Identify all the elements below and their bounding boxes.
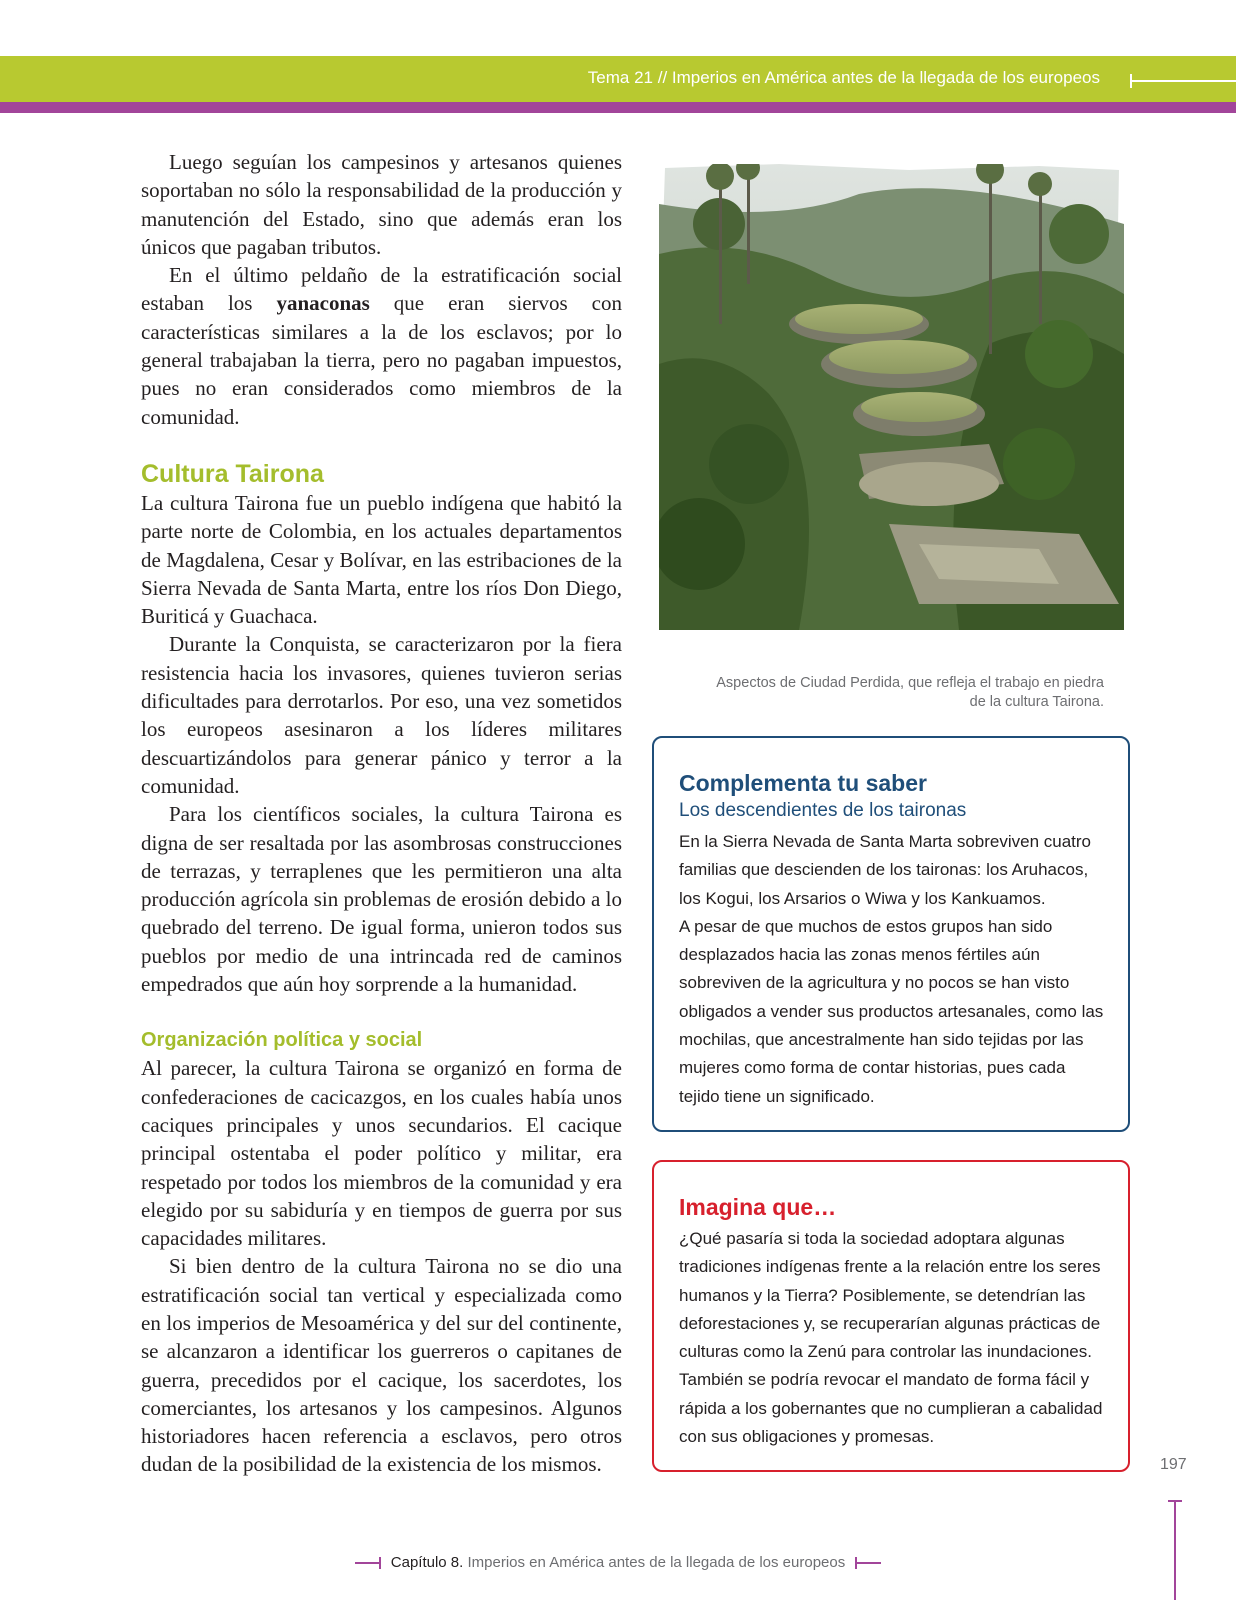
page-number: 197 [1160, 1456, 1187, 1473]
footer-mark-right [855, 1557, 881, 1569]
side-tick [1168, 1500, 1182, 1502]
text-span: En el último peldaño de la estratificación social estaban los [141, 263, 622, 316]
subsection-heading: Organización política y social [141, 1029, 423, 1052]
box-title: Complementa tu saber [679, 770, 927, 796]
caption-line: de la cultura Tairona. [969, 694, 1104, 710]
bold-term: yanaconas [276, 291, 370, 316]
side-line [1174, 1500, 1176, 1600]
header-stripe [0, 102, 1236, 113]
paragraph: Si bien dentro de la cultura Tairona no se dio una estratificación social tan vertical y especializada como en los imperios de Mesoamérica y del sur del continente, se alcanzaron a identificar los guerreros o capitanes de guerra, precedidos por el cacique, los sacerdotes, los comerciantes, los artesanos y los campesinos. Algunos historiadores hacen referencia a esclavos, pero otros dudan de la posibilidad de la existencia de los mismos. [141, 1254, 622, 1477]
ciudad-perdida-photo [659, 164, 1124, 630]
box-paragraph: ¿Qué pasaría si toda la sociedad adoptara algunas tradiciones indígenas frente a la relación entre los seres humanos y la Tierra? Posiblemente, se detendrían las deforestaciones y, se recuperarían algunas prácticas de culturas como la Zenú para controlar las inundaciones. También se podría revocar el mandato de forma fácil y rápida a los gobernantes que no cumplieran a cabalidad con sus obligaciones y promesas. [679, 1229, 1103, 1447]
footer [0, 1554, 1236, 1571]
footer-mark-left [355, 1557, 381, 1569]
complementa-tu-saber-box [652, 736, 1130, 1132]
main-text-column [141, 148, 622, 1479]
footer-title: Imperios en América antes de la llegada de los europeos [467, 1554, 846, 1571]
text-span: que eran siervos con características similares a la de los esclavos; por lo general trabajaban la tierra, pero no pagaban impuestos, pues no eran considerados como miembros de la comunidad. [141, 291, 622, 429]
header-tick [1130, 74, 1132, 88]
paragraph: La cultura Tairona fue un pueblo indígena que habitó la parte norte de Colombia, en los actuales departamentos de Magdalena, Cesar y Bolívar, en las estribaciones de la Sierra Nevada de Santa Marta, entre los ríos Don Diego, Buriticá y Guachaca. [141, 490, 622, 629]
paragraph: Para los científicos sociales, la cultura Tairona es digna de ser resaltada por las asombrosas construcciones de terrazas, y terraplenes que les permitieron una alta producción agrícola sin problemas de erosión debido a lo quebrado del terreno. De igual forma, unieron todos sus pueblos por medio de una intrincada red de caminos empedrados que aún hoy sorprende a la humanidad. [141, 802, 622, 997]
box-title: Imagina que… [679, 1194, 837, 1220]
caption-line: Aspectos de Ciudad Perdida, que refleja el trabajo en piedra [716, 675, 1104, 691]
paragraph: Al parecer, la cultura Tairona se organizó en forma de confederaciones de cacicazgos, en los cuales había unos caciques principales y unos secundarios. El cacique principal ostentaba el poder político y militar, era respetado por todos los miembros de la comunidad y era elegido por su sabiduría y en tiempos de guerra por sus capacidades militares. [141, 1056, 622, 1251]
header-title: Tema 21 // Imperios en América antes de la llegada de los europeos [587, 68, 1100, 87]
paragraph: Luego seguían los campesinos y artesanos quienes soportaban no sólo la responsabilidad de la producción y manutención del Estado, sino que además eran los únicos que pagaban tributos. [141, 150, 622, 259]
section-heading: Cultura Tairona [141, 459, 324, 488]
paragraph [141, 261, 622, 431]
box-subtitle: Los descendientes de los taironas [679, 800, 967, 821]
box-body [679, 1225, 1109, 1451]
header-line [1132, 80, 1236, 82]
imagina-que-box [652, 1160, 1130, 1472]
footer-chapter: Capítulo 8. [390, 1554, 464, 1571]
box-body [679, 828, 1109, 1111]
box-paragraph: A pesar de que muchos de estos grupos han sido desplazados hacia las zonas menos fértiles aún sobreviven de la agricultura y no pocos se han visto obligados a vender sus productos artesanales, como las mochilas, que ancestralmente han sido tejidas por las mujeres como forma de contar historias, pues cada tejido tiene un significado. [679, 916, 1104, 1106]
photo-caption [650, 674, 1104, 712]
box-paragraph: En la Sierra Nevada de Santa Marta sobreviven cuatro familias que descienden de los taironas: los Aruhacos, los Kogui, los Arsarios o Wiwa y los Kankuamos. [679, 832, 1092, 908]
paragraph: Durante la Conquista, se caracterizaron por la fiera resistencia hacia los invasores, quienes tuvieron serias dificultades para derrotarlos. Por eso, una vez sometidos los europeos asesinaron a los líderes militares descuartizándolos para generar pánico y terror a la comunidad. [141, 632, 622, 798]
